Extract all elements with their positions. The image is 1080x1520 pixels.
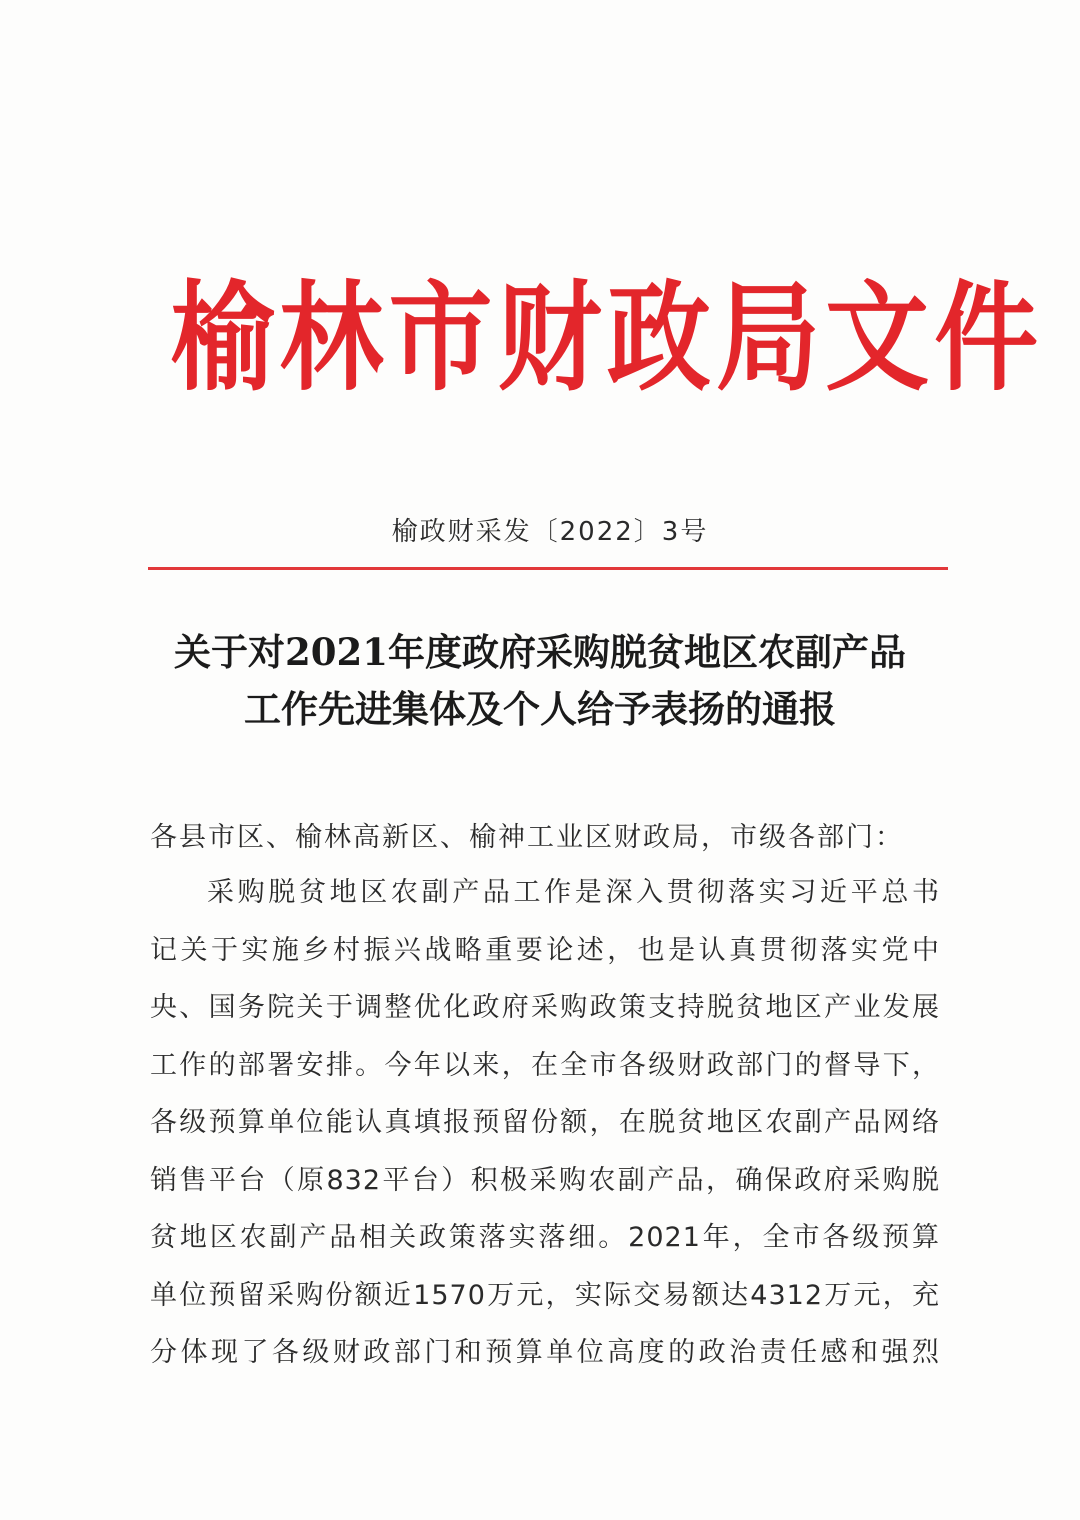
body-line: 销售平台（原832平台）积极采购农副产品，确保政府采购脱 — [150, 1164, 940, 1196]
notice-title-line: 关于对2021年度政府采购脱贫地区农副产品 — [174, 630, 906, 674]
body-line: 各级预算单位能认真填报预留份额，在脱贫地区农副产品网络 — [150, 1107, 940, 1138]
red-divider-line — [148, 567, 948, 570]
notice-title-line: 工作先进集体及个人给予表扬的通报 — [244, 687, 836, 731]
body-line: 工作的部署安排。今年以来，在全市各级财政部门的督导下， — [150, 1049, 940, 1081]
notice-title — [100, 624, 980, 738]
masthead-title: 榆林市财政局文件 — [170, 268, 1044, 407]
body-line: 单位预留采购份额近1570万元，实际交易额达4312万元，充 — [150, 1279, 940, 1311]
body-text — [150, 871, 940, 1389]
body-line: 贫地区农副产品相关政策落实落细。2021年，全市各级预算 — [150, 1222, 940, 1253]
document-number: 榆政财采发〔2022〕3号 — [391, 517, 709, 547]
salutation: 各县市区、榆林高新区、榆神工业区财政局，市级各部门： — [150, 822, 904, 853]
body-line: 央、国务院关于调整优化政府采购政策支持脱贫地区产业发展 — [150, 992, 940, 1023]
body-line: 分体现了各级财政部门和预算单位高度的政治责任感和强烈 — [150, 1337, 940, 1368]
body-line: 采购脱贫地区农副产品工作是深入贯彻落实习近平总书 — [207, 877, 940, 908]
body-line: 记关于实施乡村振兴战略重要论述，也是认真贯彻落实党中 — [150, 934, 940, 966]
